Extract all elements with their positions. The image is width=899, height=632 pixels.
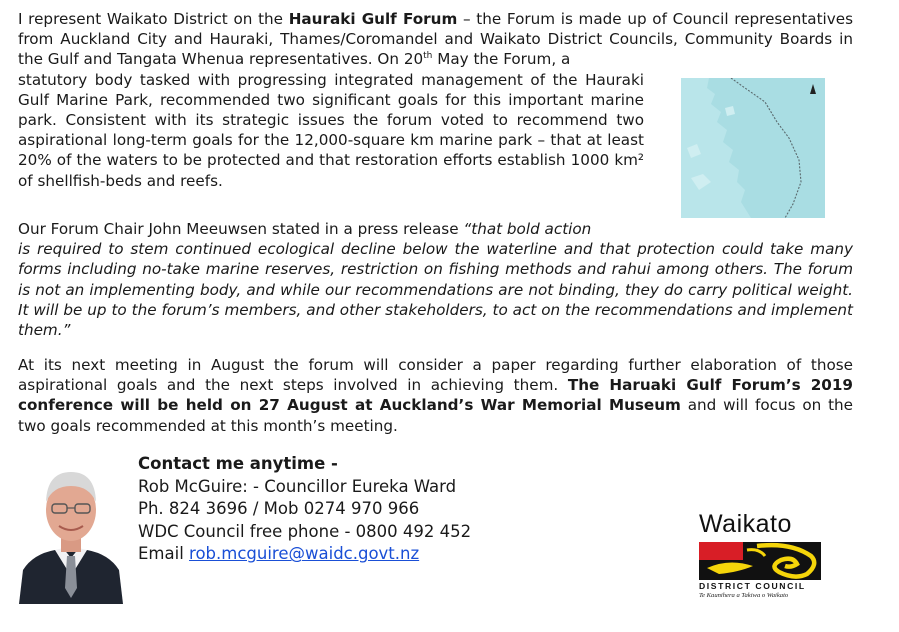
logo-red-block	[699, 542, 743, 560]
contact-email-line	[138, 543, 471, 566]
paragraph-forum-chair-quote	[18, 219, 853, 340]
logo-tagline: Te Kaunihera a Takiwa o Waikato	[699, 592, 789, 599]
p1-text-a: I represent Waikato District on the	[18, 10, 289, 28]
email-label: Email	[138, 544, 190, 564]
gulf-map-image	[681, 78, 825, 218]
p3-text-a: At its next meeting in August the forum will consider a paper regarding further elaboration of those aspirational goals and the next steps involved in achieving them.	[18, 356, 853, 395]
p3-text-b: and will focus on the two goals recommended at this month’s meeting.	[18, 396, 853, 435]
p2-quote-rest: is required to stem continued ecological decline below the waterline and that protection could take many forms including no-take marine reserves, restriction on fishing methods and rahui among others. The forum is not an implementing body, and while our recommendations are not binding, they do carry political weight. It will be up to the forum’s members, and other stakeholders, to act on the recommendations and implement them.”	[18, 240, 853, 340]
contact-heading: Contact me anytime -	[138, 454, 338, 473]
email-link[interactable]: rob.mcguire@waidc.govt.nz	[189, 544, 420, 564]
portrait-graphic	[19, 458, 123, 604]
forum-name: Hauraki Gulf Forum	[288, 10, 458, 28]
contact-freephone-line: WDC Council free phone - 0800 492 452	[138, 521, 472, 541]
map-graphic	[681, 78, 825, 218]
p1-superscript: th	[423, 51, 433, 62]
logo-emblem	[699, 542, 821, 580]
p2-text-a: Our Forum Chair John Meeuwsen stated in a press release	[18, 220, 464, 238]
waikato-district-council-logo	[693, 510, 833, 602]
p1-text-b: – the Forum is made up of Council representatives from Auckland City and Hauraki, Thames/Coromandel and Waikato District Councils, Community Boards in the Gulf and Tangata Whenua representatives. On 20	[18, 10, 853, 69]
p2-quote-start: “that bold action	[463, 220, 592, 238]
p1-text-d: statutory body tasked with progressing integrated management of the Hauraki Gulf Marine Park, recommended two significant goals for this important marine park. Consistent with its strategic issues the forum voted to recommend two aspirational long-term goals for the 12,000-square km marine park – that at least 20% of the waters to be protected and that restoration efforts establish 1000 km² of shellfish-beds and reefs.	[18, 70, 644, 190]
paragraph-next-meeting	[18, 355, 853, 436]
logo-district-council: DISTRICT COUNCIL	[699, 581, 806, 591]
contact-name-line: Rob McGuire: - Councillor Eureka Ward	[138, 476, 457, 496]
contact-phone-line: Ph. 824 3696 / Mob 0274 970 966	[138, 499, 420, 519]
contact-block	[138, 453, 471, 566]
councillor-photo	[19, 458, 123, 604]
p1-text-c: May the Forum, a	[432, 50, 571, 69]
logo-wordmark: Waikato	[699, 510, 792, 538]
conference-announcement: The Haruaki Gulf Forum’s 2019 conference will be held on 27 August at Auckland’s War Memorial Museum	[18, 376, 853, 415]
